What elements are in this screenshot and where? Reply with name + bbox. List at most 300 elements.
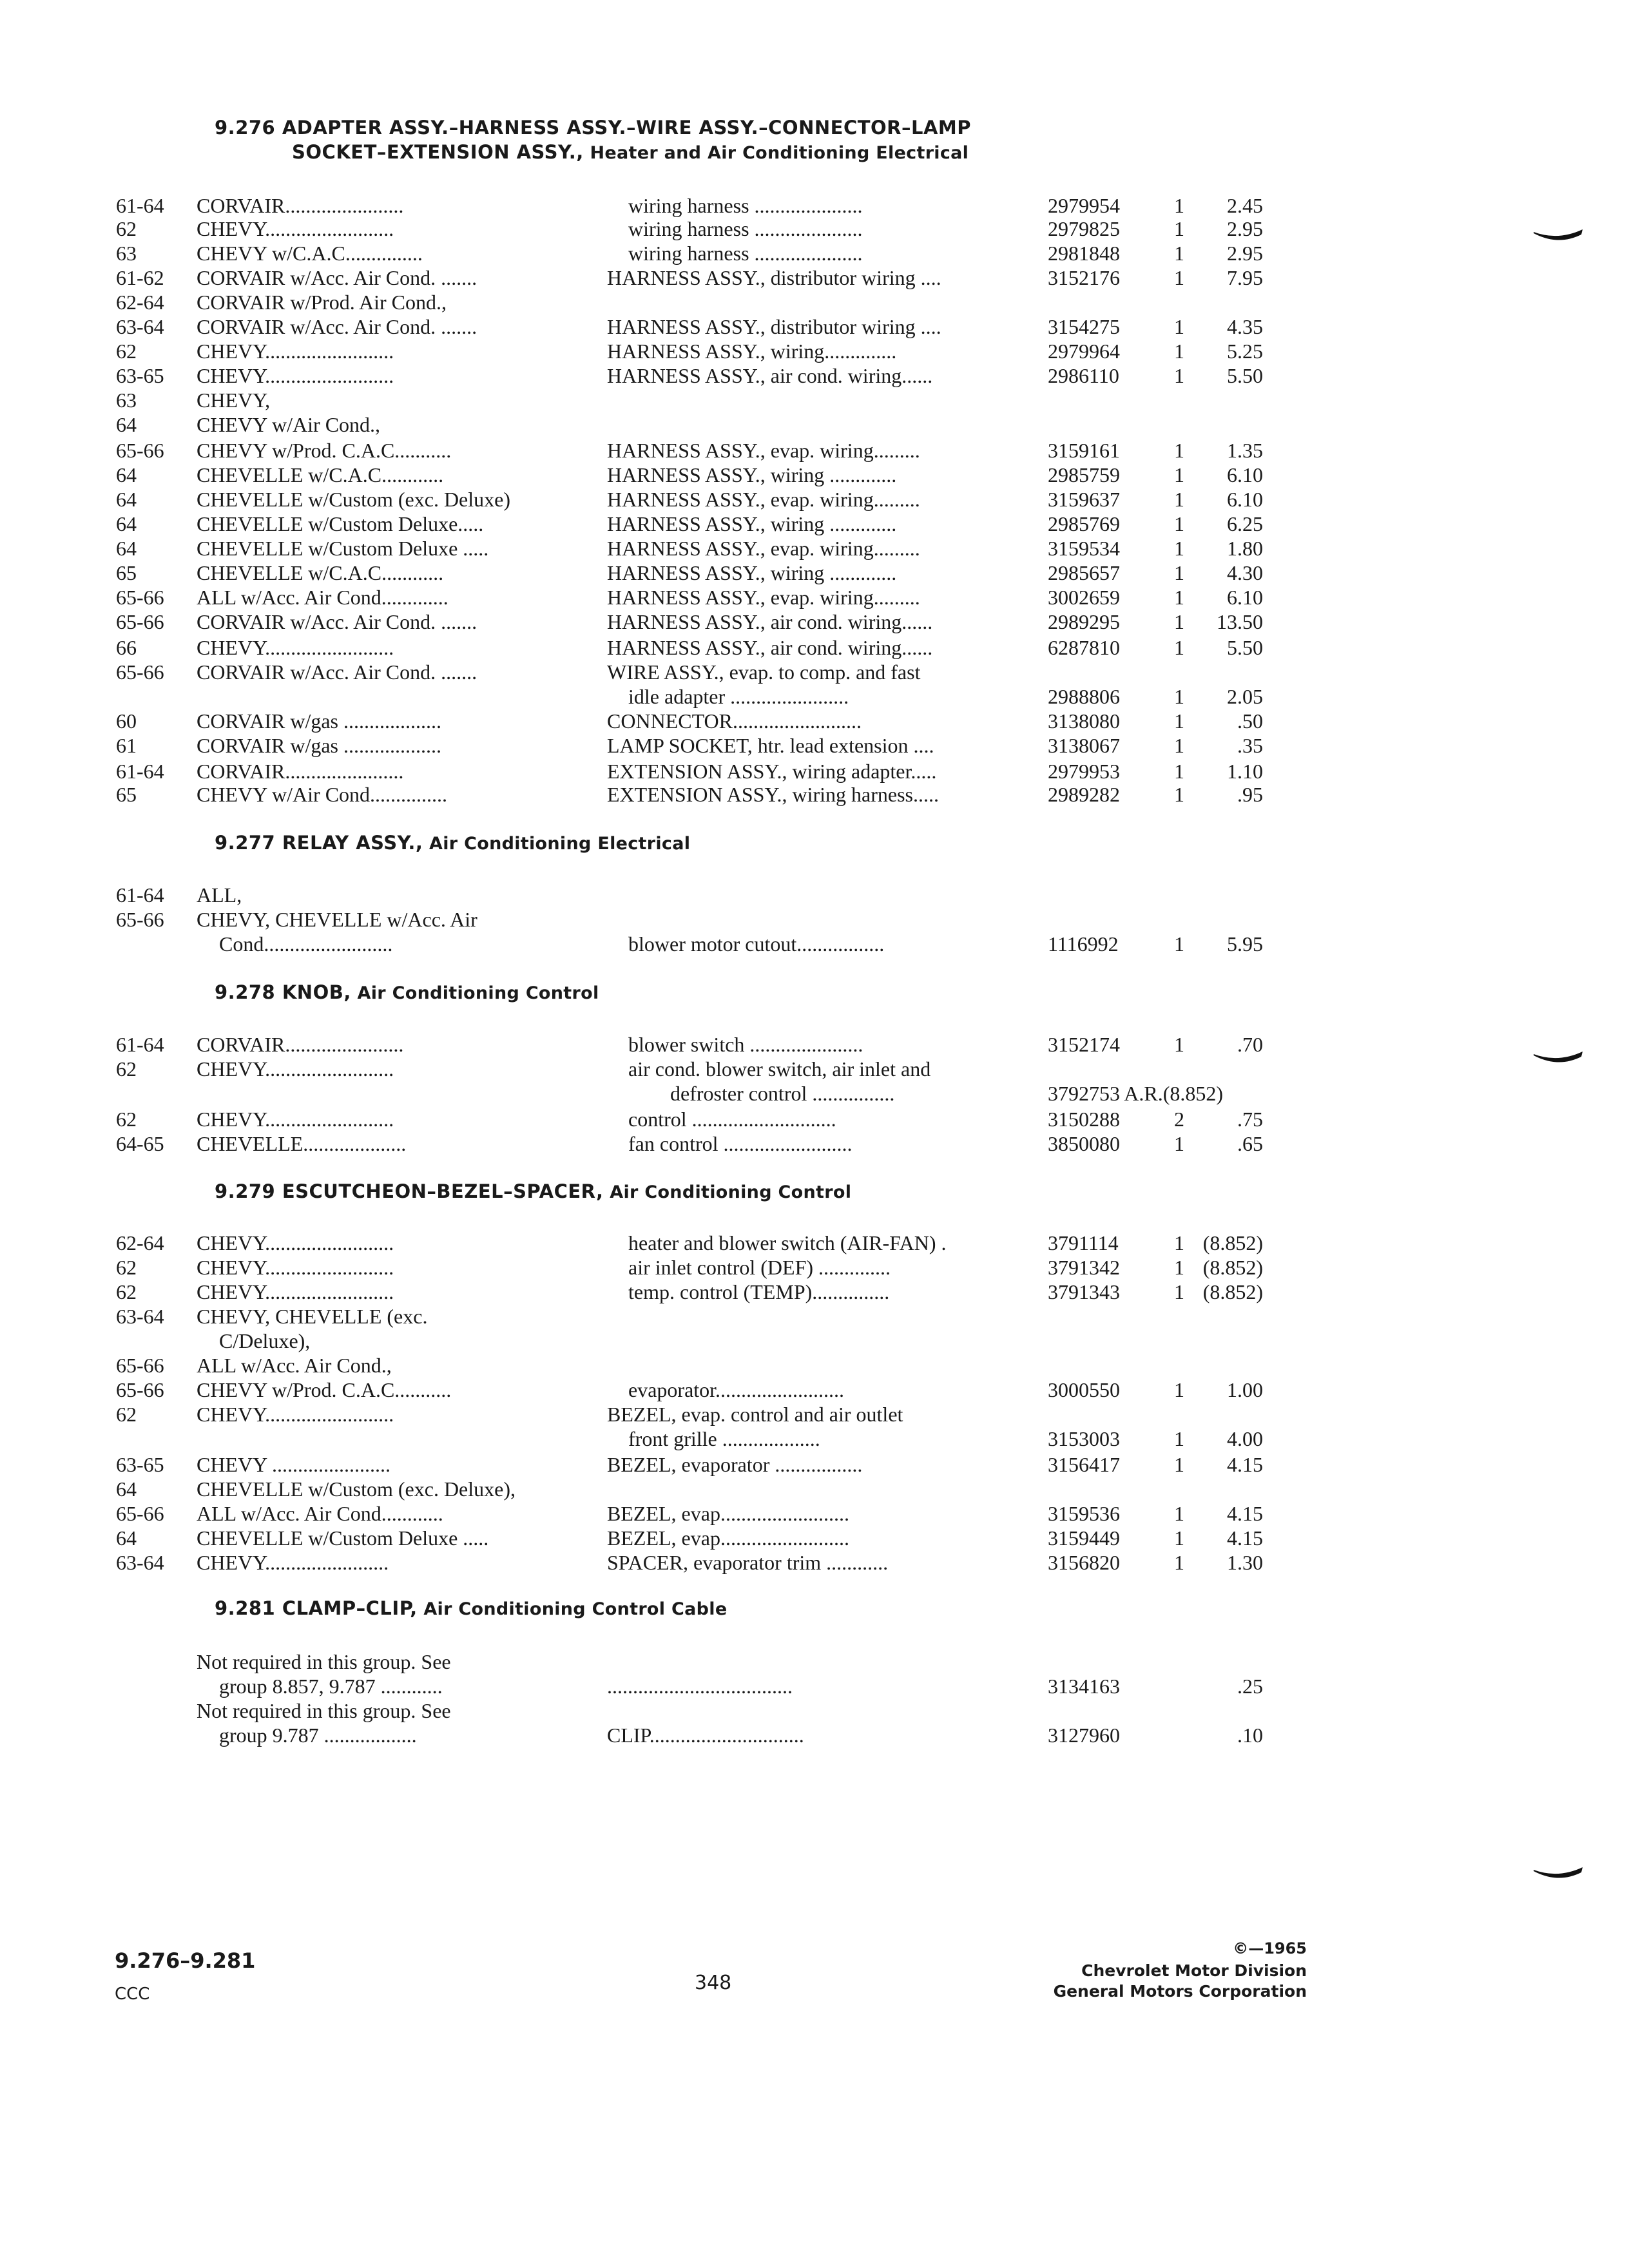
description-cell: HARNESS ASSY., wiring ............. (607, 463, 897, 486)
footer-copyright: ©—1965 (1233, 1939, 1307, 1957)
section-heading-main: 9.278 KNOB, (215, 981, 351, 1003)
year-cell: 64 (116, 488, 137, 511)
description-cell: HARNESS ASSY., wiring ............. (607, 512, 897, 535)
model-cell: CHEVY w/Air Cond., (197, 413, 381, 436)
description-cell: BEZEL, evap......................... (607, 1502, 849, 1525)
price-cell: .10 (1237, 1724, 1263, 1747)
table-row (0, 1032, 1629, 1057)
part-number-cell: 3138067 (1048, 734, 1120, 757)
year-cell: 63 (116, 242, 137, 265)
price-cell: .25 (1237, 1675, 1263, 1698)
year-cell: 63-65 (116, 364, 164, 387)
quantity-cell: 1 (1174, 932, 1184, 956)
year-cell: 65-66 (116, 660, 164, 684)
model-cell: CHEVY w/Prod. C.A.C........... (197, 439, 452, 462)
description-cell: wiring harness ..................... (628, 194, 863, 217)
part-number-cell: 3791114 (1048, 1231, 1119, 1254)
table-row (0, 339, 1629, 363)
price-cell: 4.00 (1227, 1427, 1263, 1450)
quantity-cell: 1 (1174, 364, 1184, 387)
part-number-cell: 3792753 A.R.(8.852) (1048, 1082, 1223, 1105)
year-cell: 61 (116, 734, 137, 757)
table-row (0, 759, 1629, 783)
year-cell: 63-64 (116, 1551, 164, 1574)
table-row (0, 1255, 1629, 1280)
year-cell: 64 (116, 512, 137, 535)
year-cell: 62-64 (116, 1231, 164, 1254)
description-cell: .................................... (607, 1675, 793, 1698)
quantity-cell: 1 (1174, 1502, 1184, 1525)
year-cell: 66 (116, 636, 137, 659)
description-cell: BEZEL, evap. control and air outlet (607, 1403, 903, 1426)
year-cell: 65-66 (116, 1378, 164, 1401)
table-row (0, 314, 1629, 339)
quantity-cell: 1 (1174, 760, 1184, 783)
model-cell: CHEVY......................... (197, 1108, 394, 1131)
model-cell: CHEVELLE w/Custom Deluxe ..... (197, 1526, 489, 1550)
year-cell: 62 (116, 1280, 137, 1303)
part-number-cell: 3154275 (1048, 315, 1120, 338)
table-row (0, 512, 1629, 536)
description-cell: HARNESS ASSY., wiring ............. (607, 561, 897, 584)
section-heading-9-278 (215, 981, 599, 1005)
section-heading-9-281 (215, 1597, 727, 1621)
model-cell: ALL w/Acc. Air Cond., (197, 1354, 392, 1377)
part-number-cell: 3159161 (1048, 439, 1120, 462)
description-cell: heater and blower switch (AIR-FAN) . (628, 1231, 947, 1254)
model-cell: CHEVY, (197, 389, 271, 412)
table-row (0, 1526, 1629, 1550)
year-cell: 62 (116, 340, 137, 363)
quantity-cell: 1 (1174, 636, 1184, 659)
description-cell: HARNESS ASSY., evap. wiring......... (607, 586, 920, 609)
quantity-cell: 1 (1174, 610, 1184, 633)
quantity-cell: 1 (1174, 783, 1184, 806)
part-number-cell: 3159534 (1048, 537, 1120, 560)
price-cell: (8.852) (1202, 1231, 1263, 1254)
description-cell: WIRE ASSY., evap. to comp. and fast (607, 660, 921, 684)
model-cell: CORVAIR w/Acc. Air Cond. ....... (197, 315, 477, 338)
table-row (0, 1329, 1629, 1353)
quantity-cell: 1 (1174, 194, 1184, 217)
price-cell: 4.35 (1227, 315, 1263, 338)
quantity-cell: 1 (1174, 586, 1184, 609)
model-cell: CHEVELLE.................... (197, 1132, 407, 1155)
year-cell: 63-64 (116, 315, 164, 338)
table-row (0, 1698, 1629, 1723)
model-cell: CHEVY......................... (197, 636, 394, 659)
price-cell: 6.10 (1227, 463, 1263, 486)
price-cell: 7.95 (1227, 266, 1263, 289)
price-cell: 5.95 (1227, 932, 1263, 956)
footer-ccc: CCC (115, 1984, 150, 2004)
model-cell: Cond......................... (219, 932, 393, 956)
model-cell: CORVAIR w/Acc. Air Cond. ....... (197, 610, 477, 633)
year-cell: 64 (116, 413, 137, 436)
model-cell: CHEVY......................... (197, 1231, 394, 1254)
year-cell: 60 (116, 709, 137, 733)
model-cell: CHEVELLE w/Custom (exc. Deluxe), (197, 1477, 516, 1501)
model-cell: CORVAIR....................... (197, 760, 404, 783)
price-cell: 4.15 (1227, 1453, 1263, 1476)
description-cell: blower switch ...................... (628, 1033, 863, 1056)
description-cell: HARNESS ASSY., distributor wiring .... (607, 315, 941, 338)
price-cell: .65 (1237, 1132, 1263, 1155)
description-cell: HARNESS ASSY., air cond. wiring...... (607, 364, 933, 387)
model-cell: ALL w/Acc. Air Cond............. (197, 586, 448, 609)
table-row (0, 1452, 1629, 1477)
footer-division: Chevrolet Motor Division (1081, 1961, 1307, 1980)
table-row (0, 241, 1629, 265)
year-cell: 63-64 (116, 1305, 164, 1328)
section-heading-sub: Air Conditioning Control (351, 983, 599, 1003)
price-cell: 5.25 (1227, 340, 1263, 363)
description-cell: blower motor cutout................. (628, 932, 885, 956)
quantity-cell: 1 (1174, 561, 1184, 584)
model-cell: group 8.857, 9.787 ............ (219, 1675, 443, 1698)
section-heading-sub: Heater and Air Conditioning Electrical (583, 143, 969, 163)
section-heading-sub: Air Conditioning Control Cable (417, 1599, 728, 1619)
price-cell: .70 (1237, 1033, 1263, 1056)
price-cell: 6.10 (1227, 488, 1263, 511)
section-heading-9-276-line1: 9.276 ADAPTER ASSY.–HARNESS ASSY.–WIRE ASSY.–CONNECTOR–LAMP (215, 117, 972, 139)
quantity-cell: 1 (1174, 266, 1184, 289)
year-cell: 62 (116, 1057, 137, 1081)
quantity-cell: 1 (1174, 1132, 1184, 1155)
year-cell: 65-66 (116, 908, 164, 931)
year-cell: 61-64 (116, 194, 164, 217)
section-heading-main: SOCKET–EXTENSION ASSY., (292, 141, 584, 163)
description-cell: fan control ......................... (628, 1132, 853, 1155)
table-row (0, 1649, 1629, 1674)
quantity-cell: 1 (1174, 685, 1184, 708)
model-cell: CHEVY w/C.A.C............... (197, 242, 423, 265)
year-cell: 65-66 (116, 610, 164, 633)
price-cell: (8.852) (1202, 1280, 1263, 1303)
quantity-cell: 1 (1174, 315, 1184, 338)
price-cell: 13.50 (1217, 610, 1263, 633)
description-cell: defroster control ................ (670, 1082, 895, 1105)
table-row (0, 1107, 1629, 1131)
binder-hole-mark-middle (1532, 1049, 1584, 1068)
description-cell: HARNESS ASSY., wiring.............. (607, 340, 897, 363)
model-cell: ALL w/Acc. Air Cond............ (197, 1502, 443, 1525)
part-number-cell: 3152174 (1048, 1033, 1120, 1056)
part-number-cell: 3138080 (1048, 709, 1120, 733)
model-cell: CHEVELLE w/Custom Deluxe..... (197, 512, 484, 535)
part-number-cell: 2989295 (1048, 610, 1120, 633)
part-number-cell: 3000550 (1048, 1378, 1120, 1401)
section-heading-9-276-line2 (292, 140, 969, 165)
description-cell: CLIP.............................. (607, 1724, 804, 1747)
part-number-cell: 2989282 (1048, 783, 1120, 806)
table-row (0, 1402, 1629, 1427)
year-cell: 64 (116, 537, 137, 560)
year-cell: 63-65 (116, 1453, 164, 1476)
description-cell: BEZEL, evaporator ................. (607, 1453, 863, 1476)
year-cell: 64 (116, 1526, 137, 1550)
model-cell: CHEVY ....................... (197, 1453, 391, 1476)
part-number-cell: 3153003 (1048, 1427, 1120, 1450)
quantity-cell: 1 (1174, 709, 1184, 733)
quantity-cell: 1 (1174, 217, 1184, 240)
table-row (0, 561, 1629, 585)
year-cell: 62-64 (116, 291, 164, 314)
price-cell: 5.50 (1227, 636, 1263, 659)
year-cell: 61-62 (116, 266, 164, 289)
table-row (0, 1501, 1629, 1526)
description-cell: air cond. blower switch, air inlet and (628, 1057, 931, 1081)
section-heading-main: 9.279 ESCUTCHEON–BEZEL–SPACER, (215, 1180, 604, 1202)
table-row (0, 1353, 1629, 1378)
section-heading-main: 9.277 RELAY ASSY., (215, 832, 423, 854)
year-cell: 62 (116, 1256, 137, 1279)
part-number-cell: 2986110 (1048, 364, 1119, 387)
table-row (0, 536, 1629, 561)
table-row (0, 193, 1629, 218)
quantity-cell: 1 (1174, 1231, 1184, 1254)
table-row (0, 1231, 1629, 1255)
table-row (0, 932, 1629, 956)
table-row (0, 463, 1629, 487)
table-row (0, 290, 1629, 314)
year-cell: 61-64 (116, 760, 164, 783)
year-cell: 65-66 (116, 586, 164, 609)
quantity-cell: 1 (1174, 463, 1184, 486)
model-cell: CHEVY, CHEVELLE w/Acc. Air (197, 908, 477, 931)
price-cell: .75 (1237, 1108, 1263, 1131)
part-number-cell: 3791342 (1048, 1256, 1120, 1279)
quantity-cell: 1 (1174, 1280, 1184, 1303)
model-cell: CORVAIR w/Prod. Air Cond., (197, 291, 447, 314)
model-cell: CHEVY w/Air Cond............... (197, 783, 448, 806)
table-row (0, 660, 1629, 684)
model-cell: CORVAIR....................... (197, 194, 404, 217)
table-row (0, 1550, 1629, 1575)
part-number-cell: 3150288 (1048, 1108, 1120, 1131)
price-cell: 4.15 (1227, 1502, 1263, 1525)
model-cell: CHEVELLE w/C.A.C............ (197, 463, 444, 486)
model-cell: CHEVELLE w/Custom Deluxe ..... (197, 537, 489, 560)
model-cell: CHEVY......................... (197, 1057, 394, 1081)
part-number-cell: 3156820 (1048, 1551, 1120, 1574)
description-cell: front grille ................... (628, 1427, 820, 1450)
part-number-cell: 1116992 (1048, 932, 1119, 956)
description-cell: SPACER, evaporator trim ............ (607, 1551, 889, 1574)
part-number-cell: 3159637 (1048, 488, 1120, 511)
price-cell: 2.95 (1227, 217, 1263, 240)
part-number-cell: 3152176 (1048, 266, 1120, 289)
table-row (0, 907, 1629, 932)
description-cell: CONNECTOR......................... (607, 709, 862, 733)
description-cell: control ............................ (628, 1108, 836, 1131)
part-number-cell: 2979953 (1048, 760, 1120, 783)
part-number-cell: 2985769 (1048, 512, 1120, 535)
model-cell: CHEVY........................ (197, 1551, 389, 1574)
year-cell: 62 (116, 217, 137, 240)
table-row (0, 684, 1629, 709)
table-row (0, 1477, 1629, 1501)
price-cell: 1.80 (1227, 537, 1263, 560)
table-row (0, 1081, 1629, 1106)
model-cell: CORVAIR....................... (197, 1033, 404, 1056)
table-row (0, 733, 1629, 758)
table-row (0, 216, 1629, 241)
model-cell: Not required in this group. See (197, 1699, 451, 1722)
model-cell: CORVAIR w/Acc. Air Cond. ....... (197, 660, 477, 684)
price-cell: 4.30 (1227, 561, 1263, 584)
footer-corporation: General Motors Corporation (1053, 1982, 1307, 2001)
section-heading-sub: Air Conditioning Electrical (423, 834, 691, 854)
part-number-cell: 3159536 (1048, 1502, 1120, 1525)
model-cell: CORVAIR w/gas ................... (197, 734, 441, 757)
price-cell: 2.05 (1227, 685, 1263, 708)
section-heading-sub: Air Conditioning Control (603, 1182, 852, 1202)
year-cell: 65 (116, 783, 137, 806)
table-row (0, 709, 1629, 733)
model-cell: CORVAIR w/gas ................... (197, 709, 441, 733)
year-cell: 62 (116, 1108, 137, 1131)
year-cell: 65-66 (116, 1502, 164, 1525)
price-cell: .35 (1237, 734, 1263, 757)
table-row (0, 412, 1629, 437)
price-cell: 1.30 (1227, 1551, 1263, 1574)
quantity-cell: 1 (1174, 512, 1184, 535)
table-row (0, 883, 1629, 907)
quantity-cell: 1 (1174, 1256, 1184, 1279)
year-cell: 64-65 (116, 1132, 164, 1155)
year-cell: 63 (116, 389, 137, 412)
description-cell: HARNESS ASSY., evap. wiring......... (607, 488, 920, 511)
section-heading-9-279 (215, 1180, 851, 1204)
part-number-cell: 3159449 (1048, 1526, 1120, 1550)
model-cell: CHEVELLE w/Custom (exc. Deluxe) (197, 488, 510, 511)
part-number-cell: 3156417 (1048, 1453, 1120, 1476)
model-cell: CHEVY......................... (197, 1280, 394, 1303)
year-cell: 65-66 (116, 1354, 164, 1377)
part-number-cell: 2979954 (1048, 194, 1120, 217)
price-cell: 2.95 (1227, 242, 1263, 265)
quantity-cell: 1 (1174, 1033, 1184, 1056)
part-number-cell: 3850080 (1048, 1132, 1120, 1155)
part-number-cell: 3791343 (1048, 1280, 1120, 1303)
year-cell: 64 (116, 463, 137, 486)
binder-hole-mark-top (1532, 227, 1584, 246)
model-cell: CHEVY......................... (197, 217, 394, 240)
quantity-cell: 1 (1174, 537, 1184, 560)
model-cell: CHEVY......................... (197, 1403, 394, 1426)
part-number-cell: 2985657 (1048, 561, 1120, 584)
model-cell: C/Deluxe), (219, 1329, 311, 1352)
model-cell: Not required in this group. See (197, 1650, 451, 1673)
quantity-cell: 2 (1174, 1108, 1184, 1131)
description-cell: temp. control (TEMP)............... (628, 1280, 890, 1303)
description-cell: HARNESS ASSY., evap. wiring......... (607, 537, 920, 560)
price-cell: .50 (1237, 709, 1263, 733)
price-cell: 4.15 (1227, 1526, 1263, 1550)
year-cell: 65 (116, 561, 137, 584)
description-cell: LAMP SOCKET, htr. lead extension .... (607, 734, 934, 757)
model-cell: CHEVY......................... (197, 1256, 394, 1279)
part-number-cell: 3127960 (1048, 1724, 1120, 1747)
description-cell: HARNESS ASSY., distributor wiring .... (607, 266, 941, 289)
table-row (0, 635, 1629, 660)
part-number-cell: 6287810 (1048, 636, 1120, 659)
table-row (0, 1304, 1629, 1329)
table-row (0, 487, 1629, 512)
table-row (0, 388, 1629, 412)
description-cell: wiring harness ..................... (628, 217, 863, 240)
price-cell: 2.45 (1227, 194, 1263, 217)
model-cell: CHEVY......................... (197, 340, 394, 363)
table-row (0, 782, 1629, 807)
model-cell: ALL, (197, 883, 242, 907)
part-number-cell: 2988806 (1048, 685, 1120, 708)
description-cell: HARNESS ASSY., air cond. wiring...... (607, 610, 933, 633)
footer-section-code: 9.276–9.281 (115, 1948, 256, 1973)
part-number-cell: 2979825 (1048, 217, 1120, 240)
section-heading-main: 9.281 CLAMP–CLIP, (215, 1597, 418, 1619)
quantity-cell: 1 (1174, 1551, 1184, 1574)
quantity-cell: 1 (1174, 734, 1184, 757)
year-cell: 61-64 (116, 883, 164, 907)
model-cell: CHEVY, CHEVELLE (exc. (197, 1305, 428, 1328)
model-cell: CHEVY w/Prod. C.A.C........... (197, 1378, 452, 1401)
binder-hole-mark-bottom (1532, 1865, 1584, 1884)
part-number-cell: 2985759 (1048, 463, 1120, 486)
quantity-cell: 1 (1174, 1453, 1184, 1476)
model-cell: CHEVELLE w/C.A.C............ (197, 561, 444, 584)
section-heading-9-277 (215, 831, 690, 856)
model-cell: group 9.787 .................. (219, 1724, 417, 1747)
table-row (0, 363, 1629, 388)
page-number: 348 (695, 1972, 732, 1994)
price-cell: 5.50 (1227, 364, 1263, 387)
part-number-cell: 3134163 (1048, 1675, 1120, 1698)
quantity-cell: 1 (1174, 488, 1184, 511)
table-row (0, 1378, 1629, 1402)
price-cell: 1.00 (1227, 1378, 1263, 1401)
description-cell: idle adapter ....................... (628, 685, 849, 708)
description-cell: evaporator......................... (628, 1378, 845, 1401)
description-cell: air inlet control (DEF) .............. (628, 1256, 891, 1279)
part-number-cell: 2981848 (1048, 242, 1120, 265)
table-row (0, 1280, 1629, 1304)
year-cell: 62 (116, 1403, 137, 1426)
price-cell: 6.10 (1227, 586, 1263, 609)
description-cell: HARNESS ASSY., evap. wiring......... (607, 439, 920, 462)
year-cell: 65-66 (116, 439, 164, 462)
table-row (0, 1427, 1629, 1451)
price-cell: .95 (1237, 783, 1263, 806)
table-row (0, 1674, 1629, 1698)
model-cell: CORVAIR w/Acc. Air Cond. ....... (197, 266, 477, 289)
price-cell: 1.10 (1227, 760, 1263, 783)
description-cell: BEZEL, evap......................... (607, 1526, 849, 1550)
quantity-cell: 1 (1174, 1378, 1184, 1401)
part-number-cell: 2979964 (1048, 340, 1120, 363)
description-cell: wiring harness ..................... (628, 242, 863, 265)
table-row (0, 265, 1629, 290)
description-cell: EXTENSION ASSY., wiring harness..... (607, 783, 939, 806)
quantity-cell: 1 (1174, 439, 1184, 462)
table-row (0, 585, 1629, 610)
quantity-cell: 1 (1174, 340, 1184, 363)
table-row (0, 1723, 1629, 1747)
year-cell: 64 (116, 1477, 137, 1501)
price-cell: 6.25 (1227, 512, 1263, 535)
model-cell: CHEVY......................... (197, 364, 394, 387)
